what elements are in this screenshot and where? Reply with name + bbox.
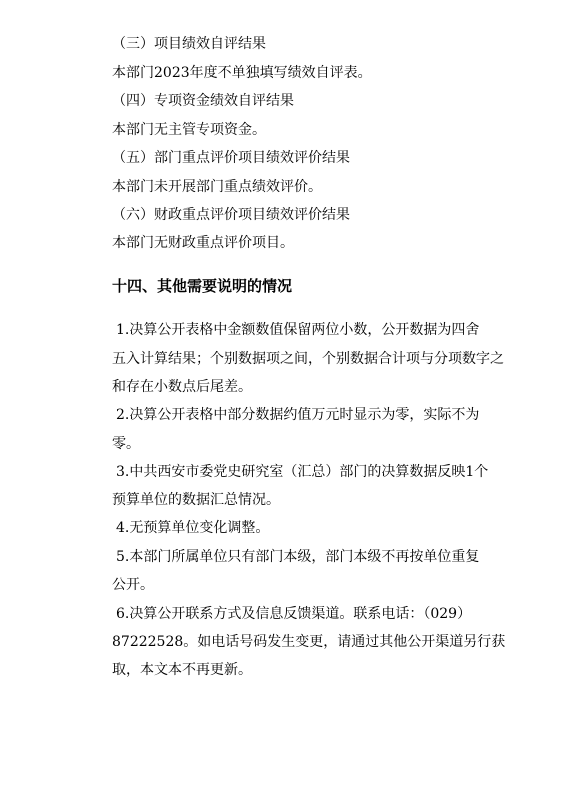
note-3-line-1: 3.中共西安市委党史研究室（汇总）部门的决算数据反映1个 — [116, 464, 489, 480]
section-5-title: （五）部门重点评价项目绩效评价结果 — [112, 150, 350, 166]
section-4-title: （四）专项资金绩效自评结果 — [112, 93, 294, 109]
note-3-line-2: 预算单位的数据汇总情况。 — [112, 492, 280, 508]
note-2-line-2: 零。 — [112, 436, 140, 452]
section-3-body: 本部门2023年度不单独填写绩效自评表。 — [112, 65, 372, 81]
note-6-line-1: 6.决算公开联系方式及信息反馈渠道。联系电话：（029） — [116, 606, 472, 622]
note-2-line-1: 2.决算公开表格中部分数据约值万元时显示为零，实际不为 — [116, 407, 480, 423]
note-6-line-3: 取，本文本不再更新。 — [112, 662, 252, 678]
section-5-body: 本部门未开展部门重点绩效评价。 — [112, 179, 322, 195]
note-5-line-1: 5.本部门所属单位只有部门本级，部门本级不再按单位重复 — [116, 549, 480, 565]
note-5-line-2: 公开。 — [112, 577, 154, 593]
note-1-line-1: 1.决算公开表格中金额数值保留两位小数，公开数据为四舍 — [116, 322, 480, 338]
section-4-body: 本部门无主管专项资金。 — [112, 122, 266, 138]
note-6-line-2: 87222528。如电话号码发生变更，请通过其他公开渠道另行获 — [112, 634, 506, 650]
note-1-line-2: 五入计算结果；个别数据项之间，个别数据合计项与分项数字之 — [112, 351, 504, 367]
section-6-title: （六）财政重点评价项目绩效评价结果 — [112, 207, 350, 223]
note-1-line-3: 和存在小数点后尾差。 — [112, 379, 252, 395]
section-6-body: 本部门无财政重点评价项目。 — [112, 235, 294, 251]
note-4-line-1: 4.无预算单位变化调整。 — [116, 520, 270, 536]
section-3-title: （三）项目绩效自评结果 — [112, 36, 266, 52]
section-heading: 十四、其他需要说明的情况 — [112, 277, 293, 295]
